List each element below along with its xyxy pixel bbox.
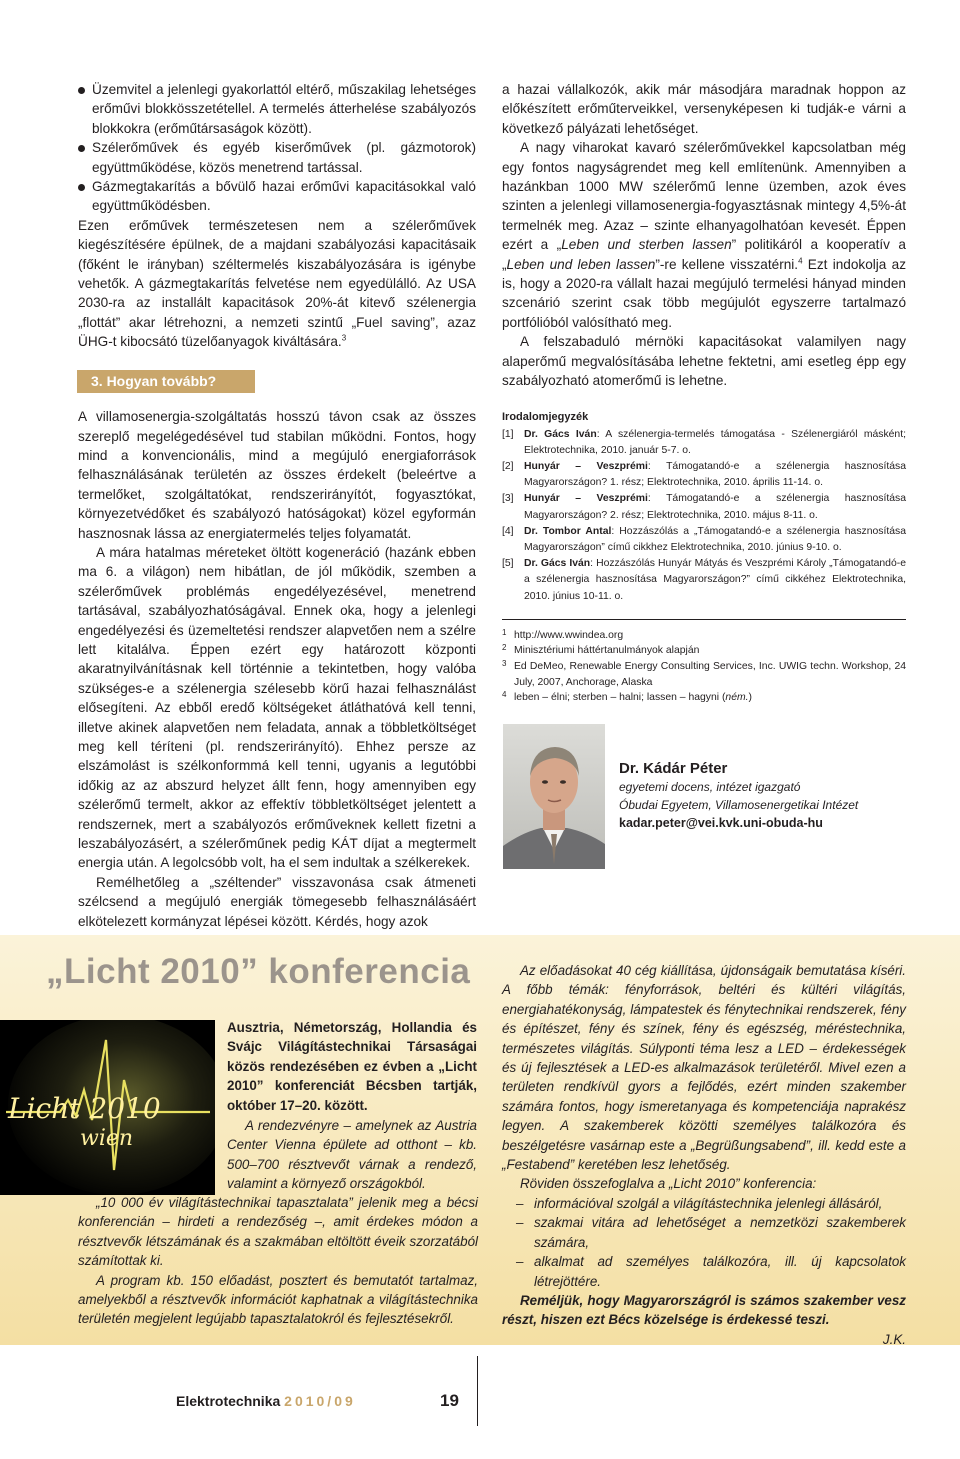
author-box [503,724,907,869]
bullet-continuation [78,216,476,352]
footnote-ref: 3 [341,333,347,343]
licht-2010-logo [0,1020,215,1195]
reference-text: : Hozzászólás Hunyár Mátyás és Veszprémi Károly „Támogatandó-e a szélenergia hasznosítása Magyarországon?” című cikkéhez Elektrotechnika, 2010. június 10-11. o. [524,558,906,602]
bullet-item: Szélerőművek és egyéb kiserőművek (pl. gázmotorok) együttműködése, közös menetrend tartással. [78,138,476,177]
footnote-text: leben – élni; sterben – halni; lassen – hagyni ( [514,692,726,704]
reference-item [502,491,906,523]
conference-right-text [502,961,906,1349]
footnote-item [502,628,906,644]
journal-footer [176,1393,356,1409]
reference-authors: Dr. Tombor Antal [524,525,612,537]
author-role: egyetemi docens, intézet igazgató [619,780,801,794]
summary-item: – alkalmat ad személyes találkozóra, ill. új kapcsolatok létrejöttére. [502,1252,906,1291]
paragraph-text: A nagy viharokat kavaró szélerőművekkel kapcsolatban még egy fontos nagyságrendet meg kell említenünk. Amennyiben a hazánkban 1000 MW szélerőmű lenne üzemben, azok éves szinten a jelenlegi villamosenergia-fogyasztásnak mintegy 4,5%-át termelnék meg. Azaz – szinte elhanyagolhatóan kevesét. Éppen ezért a „ [502,140,906,253]
footnote-number: 2 [502,643,507,653]
author-photo [503,724,605,869]
footnote-item [502,659,906,690]
section-heading [77,370,255,393]
italic-phrase: Leben und sterben lassen [561,237,732,253]
reference-text: : Támogatandó-e a szélenergia hasznosítása Magyarországon? 1. rész; Elektrotechnika, 2010. április 11-14. o. [524,460,906,489]
page-number: 19 [440,1391,459,1410]
reference-text: : Támogatandó-e a szélenergia hasznosítása Magyarországon? 2. rész; Elektrotechnika, 2010. május 8-11. o. [524,493,906,521]
paragraph: Remélhetőleg a „széltender” visszavonása csak átmeneti szélcsend a megújuló energiák tömegesebb felhasználásáért elkötelezett kormányzat lépései között. Kérdés, hogy azok [78,874,476,929]
reference-text: : A szélenergia-termelés támogatása - Szélenergiáról másként; Elektrotechnika, 2010. január 5-7. o. [524,428,906,456]
bullet-item: Gázmegtakarítás a bővülő hazai erőművi kapacitásokkal való együttműködésben. [78,177,476,216]
reference-number: [1] [502,428,514,440]
italic-phrase: Leben und leben lassen [506,256,656,272]
footnote-number: 4 [502,690,507,700]
paragraph: Röviden összefoglalva a „Licht 2010” konferencia: [520,1176,817,1192]
left-column [78,80,476,931]
footnote-text: Ed DeMeo, Renewable Energy Consulting Services, Inc. UWIG techn. Workshop, 24 July, 2007, Anchorage, Alaska [514,660,906,688]
footnote-italic: ném. [725,692,749,704]
closing-paragraph: Reméljük, hogy Magyarországról is számos szakember vesz részt, hiszen ezt Bécs közelsége is érdekessé teszi. [502,1292,906,1328]
author-name: Dr. Kádár Péter [619,760,728,777]
reference-item [502,459,906,491]
reference-authors: Dr. Gács Iván [524,428,597,440]
footnote-ref: 4 [798,256,803,266]
footnote-text: Minisztériumi háttértanulmányok alapján [514,645,700,657]
author-info [619,760,909,832]
reference-number: [4] [502,525,514,537]
summary-item: – szakmai vitára ad lehetőséget a nemzetközi szakemberek számára, [502,1213,906,1252]
right-column [502,80,906,706]
reference-authors: Dr. Gács Iván [524,558,591,570]
author-email[interactable]: kadar.peter@vei.kvk.uni-obuda-hu [619,816,823,830]
paragraph: A mára hatalmas méreteket öltött kogeneráció (hazánk ebben ma 6. a világon) nem hibátlan, de jól működik, szemben a szélerőművek problémás engedélyezésével, menetrend tartásával, szabályozhatóságával. Ennek oka, hogy a jelenlegi engedélyezési és üzemeltetési rendszer alapvetően nem a szélre lett kitalálva. Éppen ezért egy határozott központi akaratnyilvánításnak kell történnie a tekintetben, hogy valóba szükséges-e a szélenergia szélesebb körű hazai felhasználást elősegíteni. Az ebből eredő költségeket átláthatóvá kell tenni, illetve akinek alapvetően nem feladata, annak a többletköltséget meg kell téríteni (pl. rendszerirányító). Ehhez persze az elszámolást is szélkonformmá kell tenni, ugyanis a legutóbbi időkig az az abszurd helyzet állt fenn, hogy amennyiben egy szélerőmű termelt, akkor az effektív többletköltséget jelentett a rendszernek, mert a szabályozós erőműveknek kellett fizetni a leszabályozásért, a szélerőműnek pedig KÁT díjat a megtermelt energia után. A legolcsóbb volt, ha el sem indultak a szélkerekek. [78,544,476,871]
conference-title: „Licht 2010” konferencia [46,952,471,991]
footnote-item [502,690,906,706]
reference-number: [3] [502,493,514,505]
paragraph: A villamosenergia-szolgáltatás hosszú távon csak az összes szereplő megelégedésével tud stabilan működni. Fontos, hogy mind a konvencionális, mind a megújuló energiaforrások felhasználásának területén az összes érdekelt (beleértve a termelőket, szolgáltatókat, rendszerirányítót, fogyasztókat, környezetvédőket és szabályozó hatóságokat) közel egyformán hasznosnak lássa az energiatermelés teljes folyamatát. [78,409,476,541]
footer-divider [477,1356,478,1426]
footnote-item [502,643,906,659]
journal-issue: 2010/09 [284,1393,356,1409]
author-affiliation: Óbudai Egyetem, Villamosenergetikai Intézet [619,798,859,812]
reference-number: [2] [502,460,514,472]
conference-intro: Ausztria, Németország, Hollandia és Svájc Világítástechnikai Társaságai közös rendezésében ez évben a „Licht 2010” konferenciát Bécsben tartják, október 17–20. között. [227,1020,477,1113]
footnote-number: 1 [502,627,507,637]
logo-text-line1: Licht 2010 [8,1092,161,1125]
bullet-continuation-text: Ezen erőművek természetesen nem a szélerőművek kiegészítésére épülnek, de a majdani szabályozási kapacitásaik (főként le irányban) széltermelés kiszabályozására is igénybe vehetők. A gázmegtakarítás felvetése nem egyedülálló. Az USA 2030-ra az installált kapacitások 20%-át kitevő szélenergia „flottát” akar létrehozni, a nemzeti szintű „Fuel saving”, azaz ÜHG-t kibocsátó tüzelőanyagok kiváltására. [78,217,476,350]
reference-authors: Hunyár – Veszprémi [524,493,648,505]
paragraph: A felszabaduló mérnöki kapacitásokat valamilyen nagy alaperőmű megvalósításába lehetne fektetni, ami esetleg épp egy szabályozható atomerőmű is lehetne. [502,334,906,389]
section-heading-text: 3. Hogyan tovább? [91,372,217,389]
logo-text-line2: wien [80,1126,134,1151]
footnote-divider [502,619,906,620]
footnote-end: ) [748,692,752,704]
reference-authors: Hunyár – Veszprémi [524,460,648,472]
reference-item [502,427,906,459]
summary-list [502,1194,906,1291]
paragraph: A program kb. 150 előadást, posztert és bemutatót tartalmaz, amelyekből a résztvevők információt kaphatnak a világítástechnika területén megjelent legújabb tapasztalatokról és fejlesztésekről. [78,1272,478,1327]
footnote-number: 3 [502,658,507,668]
references-heading: Irodalomjegyzék [502,410,589,423]
journal-name: Elektrotechnika [176,1393,281,1409]
paragraph-text: ”-re kellene visszatérni. [655,256,799,272]
paragraph-text: ” politikáról a kooperatív a „ [502,237,906,272]
reference-item [502,524,906,556]
summary-item: – információval szolgál a világítástechnika jelenlegi állásáról, [502,1194,906,1213]
conference-left-text [78,1193,478,1329]
bullet-item: Üzemvitel a jelenlegi gyakorlattól eltérő, műszakilag lehetséges erőművi blokkösszetétellel. A termelés átterhelése szabályozós blokkokra (erőműtársaságok között). [78,80,476,138]
paragraph [502,138,906,332]
footnote-text[interactable]: http://www.wwindea.org [514,629,624,641]
references-list [502,427,906,605]
reference-item [502,556,906,605]
bullet-list [78,80,476,216]
paragraph: Az előadásokat 40 cég kiállítása, újdonságaik bemutatása kíséri. A főbb témák: fényforrások, beltéri és kültéri világítás, energiahatékonyság, lámpatestek és fénytechnikai rendszerek, fény és építészet, fény és színek, fény és egészség, méréstechnika, természetes világítás. Súlyponti téma lesz a LED – érdekességek és új fejlesztések a LED-es alkalmazások területéről. Mivel ezen a területen rendkívül gyors a fejlődés, ezért minden szakember számára fontos, hogy ismeretanyaga és kompetenciája naprakész legyen. A szakemberek közötti személyes találkozóra és beszélgetésre vasárnap este a „Begrüßungsabend”, ill. kedd este a „Festabend” keretében lesz lehetőség. [502,963,906,1173]
signature: J.K. [882,1331,906,1347]
reference-text: : Hozzászólás a „Támogatandó-e a szélenergia hasznosítása Magyarországon” című cikkhez Elektrotechnika, 2010. június 9-10. o. [524,525,907,553]
conference-venue-paragraph: A rendezvényre – amelynek az Austria Center Vienna épülete ad otthont – kb. 500–700 résztvevőt várnak a rendező, valamint a környező országokból. [227,1118,477,1192]
paragraph-text: Ezt indokolja az is, hogy a 2020-ra vállalt hazai megújuló termelési hányad minden szcenárió szerint csak több megújulót egyszerre tartalmazó portfólióból valósítható meg. [502,256,906,330]
footnotes-list [502,628,906,706]
paragraph: „10 000 év világítástechnikai tapasztalata” jelenik meg a bécsi konferencián – hirdeti a rendezőség –, amit érdekes módon a résztvevők létszámának és a szakmában eltöltött éveik szorzatából számítottak ki. [78,1195,478,1269]
paragraph: a hazai vállalkozók, akik már másodjára maradnak hoppon az előkészített erőműterveikkel, versenyképesen ki tudják-e várni a következő pályázati lehetőséget. [502,82,906,136]
reference-number: [5] [502,558,514,570]
